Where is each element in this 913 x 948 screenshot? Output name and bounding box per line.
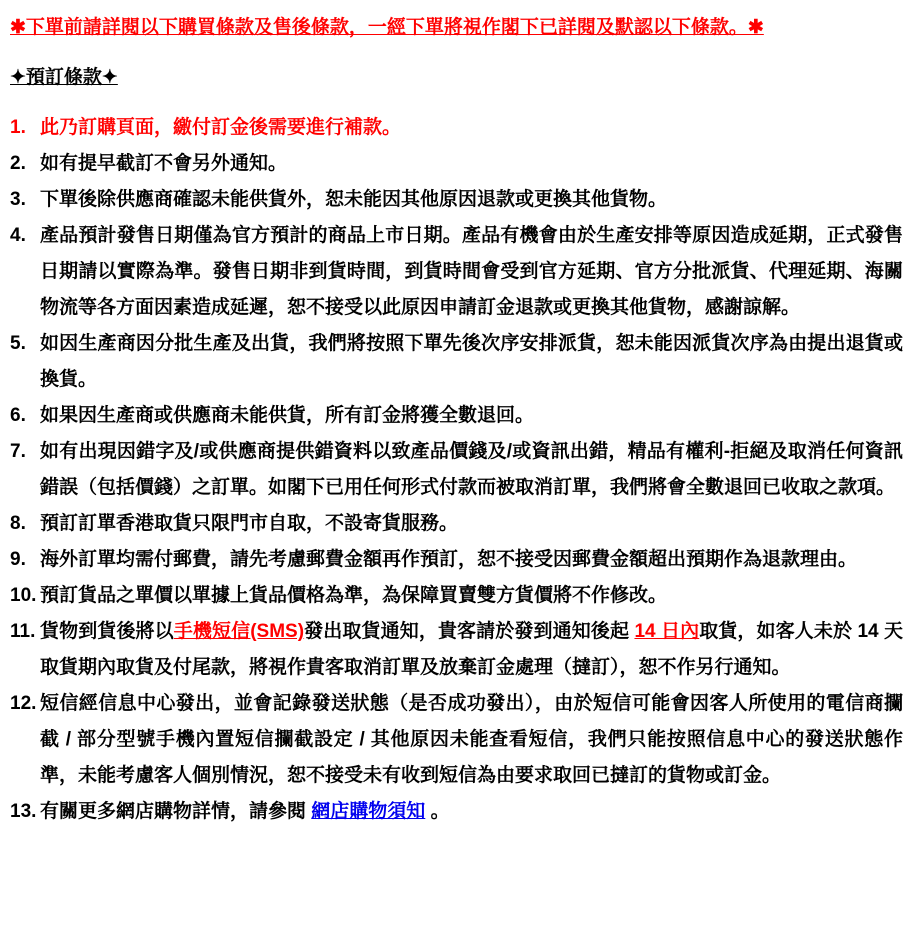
term-number: 2.: [10, 153, 26, 174]
term-text: [40, 182, 903, 218]
term-text: [40, 398, 903, 434]
term-number: 12.: [10, 693, 37, 714]
section-heading: ✦預訂條款✦: [10, 67, 118, 88]
term-segment: 下單後除供應商確認未能供貨外，恕未能因其他原因退款或更換其他貨物。: [40, 189, 668, 210]
term-number: 3.: [10, 189, 26, 210]
term-item: [10, 146, 903, 182]
store-shopping-guide-link[interactable]: 網店購物須知: [311, 801, 426, 822]
term-text: [40, 434, 903, 506]
term-number: 10.: [10, 585, 37, 606]
term-item: [10, 794, 903, 830]
term-segment: 如有提早截訂不會另外通知。: [40, 153, 288, 174]
term-item: [10, 182, 903, 218]
term-segment: 產品預計發售日期僅為官方預計的商品上市日期。產品有機會由於生產安排等原因造成延期，正式發售日期請以實際為準。發售日期非到貨時間，到貨時間會受到官方延期、官方分批派貨、代理延期、海關物流等各方面因素造成延遲，恕不接受以此原因申請訂金退款或更換其他貨物，感謝諒解。: [40, 225, 903, 318]
term-number: 9.: [10, 549, 26, 570]
term-item: [10, 110, 903, 146]
term-text: [40, 794, 903, 830]
term-segment: 此乃訂購頁面，繳付訂金後需要進行補款。: [40, 117, 402, 138]
term-text: [40, 578, 903, 614]
highlighted-term-text: 14 日內: [634, 621, 700, 642]
term-text: [40, 146, 903, 182]
highlighted-term-text: 手機短信(SMS): [173, 621, 305, 642]
term-item: [10, 614, 903, 686]
terms-list: [10, 110, 903, 830]
term-number: 13.: [10, 801, 37, 822]
term-text: [40, 506, 903, 542]
term-text: [40, 614, 903, 686]
term-segment: 預訂貨品之單價以單據上貨品價格為準，為保障買賣雙方貨價將不作修改。: [40, 585, 668, 606]
page-title: ✱下單前請詳閱以下購買條款及售後條款，一經下單將視作閣下已詳閱及默認以下條款。✱: [10, 17, 764, 38]
term-item: [10, 434, 903, 506]
term-segment: 海外訂單均需付郵費，請先考慮郵費金額再作預訂，恕不接受因郵費金額超出預期作為退款理由。: [40, 549, 858, 570]
term-number: 1.: [10, 117, 26, 138]
term-number: 11.: [10, 621, 36, 642]
term-item: [10, 542, 903, 578]
term-segment: 預訂訂單香港取貨只限門市自取，不設寄貨服務。: [40, 513, 459, 534]
term-number: 5.: [10, 333, 26, 354]
term-segment: 發出取貨通知，貴客請於發到通知後起: [304, 621, 635, 642]
term-text: [40, 110, 903, 146]
term-item: [10, 578, 903, 614]
term-segment: 如有出現因錯字及/或供應商提供錯資料以致產品價錢及/或資訊出錯，精品有權利-拒絕及取消任何資訊錯誤（包括價錢）之訂單。如閣下已用任何形式付款而被取消訂單，我們將會全數退回已收取之款項。: [40, 441, 903, 498]
term-text: [40, 542, 903, 578]
term-item: [10, 506, 903, 542]
term-text: [40, 218, 903, 326]
term-segment: 如果因生產商或供應商未能供貨，所有訂金將獲全數退回。: [40, 405, 535, 426]
term-segment: 如因生產商因分批生產及出貨，我們將按照下單先後次序安排派貨，恕未能因派貨次序為由提出退貨或換貨。: [40, 333, 903, 390]
term-number: 8.: [10, 513, 26, 534]
term-item: [10, 218, 903, 326]
term-number: 6.: [10, 405, 26, 426]
term-item: [10, 398, 903, 434]
term-number: 4.: [10, 225, 26, 246]
term-item: [10, 686, 903, 794]
term-text: [40, 686, 903, 794]
term-segment: 取貨，如客人未於 14 天取貨期內取貨及付尾款，將視作貴客取消訂單及放棄訂金處理（撻訂），恕不作另行通知。: [40, 621, 903, 678]
term-item: [10, 326, 903, 398]
term-segment: 有關更多網店購物詳情，請參閱: [40, 801, 312, 822]
term-segment: 貨物到貨後將以: [40, 621, 174, 642]
term-number: 7.: [10, 441, 26, 462]
term-segment: 短信經信息中心發出，並會記錄發送狀態（是否成功發出），由於短信可能會因客人所使用的電信商攔截 / 部分型號手機內置短信攔截設定 / 其他原因未能查看短信，我們只能按照信息中心的發送狀態作準，未能考慮客人個別情況，恕不接受未有收到短信為由要求取回已撻訂的貨物或訂金。: [40, 693, 903, 786]
term-segment: 。: [425, 801, 450, 822]
term-text: [40, 326, 903, 398]
